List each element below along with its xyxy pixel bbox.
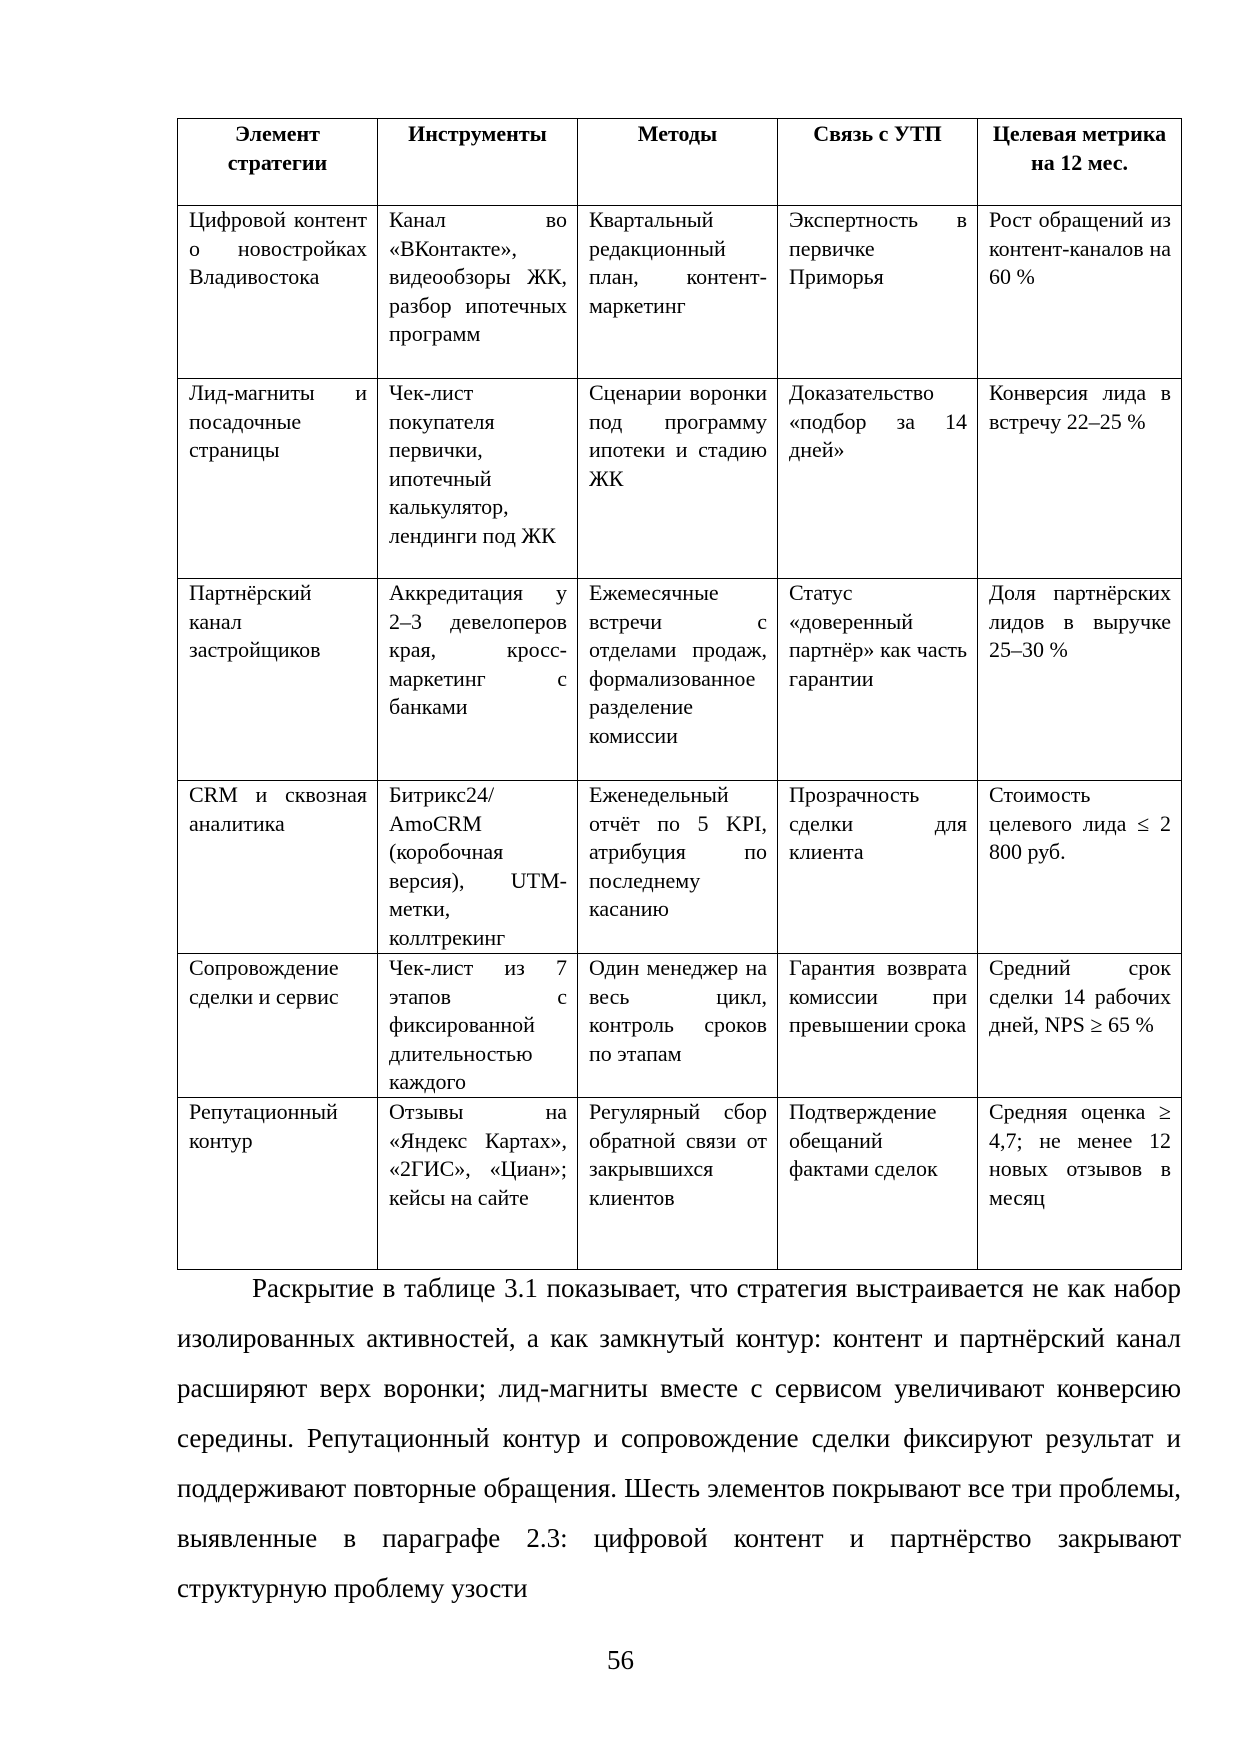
table-cell: Ежемесячные встречи с отделами продаж, формализованное разделение комиссии: [578, 579, 778, 781]
table-row: [178, 781, 1182, 954]
table-row: [178, 954, 1182, 1098]
table-header-row: [178, 119, 1182, 206]
header-element: Элемент стратегии: [178, 119, 378, 206]
table-cell: Гарантия возврата комиссии при превышении срока: [778, 954, 978, 1098]
table-cell: Прозрачность сделки для клиента: [778, 781, 978, 954]
table-cell: Цифровой контент о новостройках Владивостока: [178, 206, 378, 379]
header-tools: Инструменты: [378, 119, 578, 206]
table-cell: Еженедельный отчёт по 5 KPI, атрибуция по последнему касанию: [578, 781, 778, 954]
table-cell: Репутационный контур: [178, 1098, 378, 1270]
table-row: [178, 579, 1182, 781]
table-cell: Один менеджер на весь цикл, контроль сроков по этапам: [578, 954, 778, 1098]
table-row: [178, 1098, 1182, 1270]
strategy-table: [177, 118, 1182, 1270]
table-cell: Квартальный редакционный план, контент-маркетинг: [578, 206, 778, 379]
table-cell: Канал во «ВКонтакте», видеообзоры ЖК, разбор ипотечных программ: [378, 206, 578, 379]
table-cell: Аккредитация у 2–3 девелоперов края, кросс-маркетинг с банками: [378, 579, 578, 781]
table-cell: Партнёрский канал застройщиков: [178, 579, 378, 781]
page-number: 56: [607, 1645, 634, 1675]
table-cell: Чек-лист покупателя первички, ипотечный калькулятор, лендинги под ЖК: [378, 379, 578, 579]
table-row: [178, 379, 1182, 579]
table-cell: Доказательство «подбор за 14 дней»: [778, 379, 978, 579]
header-methods: Методы: [578, 119, 778, 206]
table-cell: Средний срок сделки 14 рабочих дней, NPS ≥ 65 %: [978, 954, 1182, 1098]
table-cell: Чек-лист из 7 этапов с фиксированной длительностью каждого: [378, 954, 578, 1098]
table-cell: Конверсия лида в встречу 22–25 %: [978, 379, 1182, 579]
table-cell: CRM и сквозная аналитика: [178, 781, 378, 954]
table-cell: Битрикс24/ AmoCRM (коробочная версия), UTM-метки, коллтрекинг: [378, 781, 578, 954]
header-usp-link: Связь с УТП: [778, 119, 978, 206]
table-cell: Доля партнёрских лидов в выручке 25–30 %: [978, 579, 1182, 781]
table-cell: Экспертность в первичке Приморья: [778, 206, 978, 379]
table-cell: Средняя оценка ≥ 4,7; не менее 12 новых отзывов в месяц: [978, 1098, 1182, 1270]
table-cell: Подтверждение обещаний фактами сделок: [778, 1098, 978, 1270]
table-cell: Рост обращений из контент-каналов на 60 %: [978, 206, 1182, 379]
body-paragraph: Раскрытие в таблице 3.1 показывает, что стратегия выстраивается не как набор изолированных активностей, а как замкнутый контур: контент и партнёрский канал расширяют верх воронки; лид-магниты вместе с сервисом увеличивают конверсию середины. Репутационный контур и сопровождение сделки фиксируют результат и поддерживают повторные обращения. Шесть элементов покрывают все три проблемы, выявленные в параграфе 2.3: цифровой контент и партнёрство закрывают структурную проблему узости: [177, 1273, 1181, 1603]
table-cell: Регулярный сбор обратной связи от закрывшихся клиентов: [578, 1098, 778, 1270]
table-cell: Сценарии воронки под программу ипотеки и стадию ЖК: [578, 379, 778, 579]
table-cell: Статус «доверенный партнёр» как часть гарантии: [778, 579, 978, 781]
header-target-metric: Целевая метрика на 12 мес.: [978, 119, 1182, 206]
table-row: [178, 206, 1182, 379]
table-cell: Сопровождение сделки и сервис: [178, 954, 378, 1098]
table-cell: Стоимость целевого лида ≤ 2 800 руб.: [978, 781, 1182, 954]
table-cell: Лид-магниты и посадочные страницы: [178, 379, 378, 579]
table-cell: Отзывы на «Яндекс Картах», «2ГИС», «Циан»; кейсы на сайте: [378, 1098, 578, 1270]
